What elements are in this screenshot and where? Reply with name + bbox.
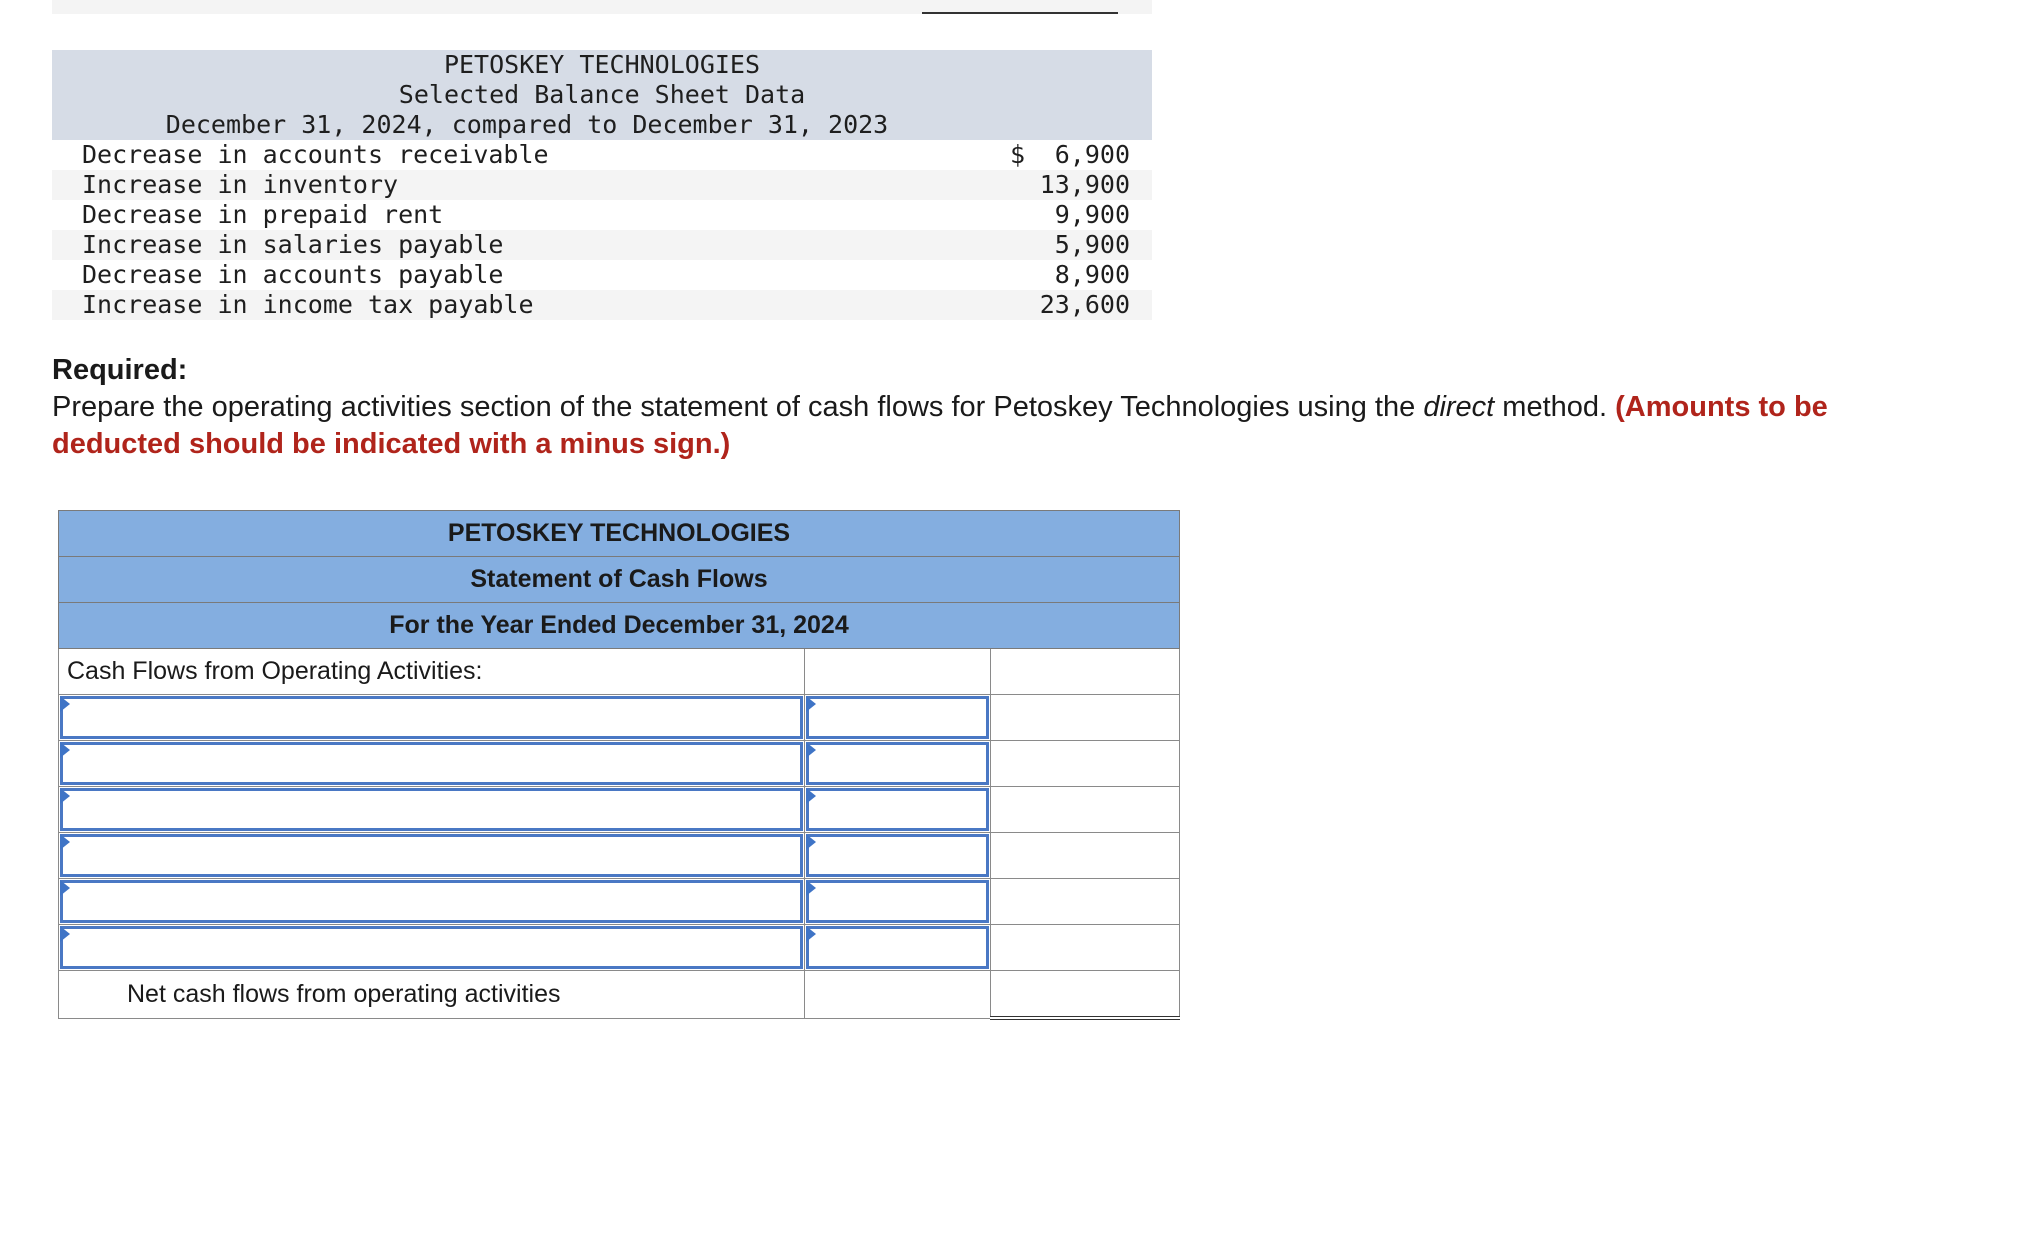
dropdown-marker-icon [806, 742, 816, 758]
top-cutoff-row [52, 0, 1152, 14]
empty-cell [991, 649, 1180, 695]
entry-label-input[interactable] [59, 833, 805, 879]
dropdown-marker-icon [806, 926, 816, 942]
statement-period: For the Year Ended December 31, 2024 [59, 603, 1180, 649]
entry-row [59, 695, 1180, 741]
empty-cell [991, 879, 1180, 925]
given-row-value: 23,600 [1039, 290, 1130, 319]
given-row-value: 13,900 [1039, 170, 1130, 199]
given-row [52, 200, 1152, 230]
required-text-italic: direct [1423, 391, 1495, 423]
section-row [59, 649, 1180, 695]
dropdown-marker-icon [806, 788, 816, 804]
entry-row [59, 833, 1180, 879]
given-subtitle: Selected Balance Sheet Data [398, 80, 806, 109]
entry-amount-input[interactable] [804, 925, 991, 971]
given-row-label: Increase in income tax payable [82, 290, 534, 319]
dropdown-marker-icon [60, 834, 70, 850]
entry-row [59, 787, 1180, 833]
empty-cell [991, 833, 1180, 879]
given-row-label: Increase in salaries payable [82, 230, 504, 259]
empty-cell [991, 925, 1180, 971]
dropdown-marker-icon [806, 696, 816, 712]
dropdown-marker-icon [60, 880, 70, 896]
entry-row [59, 741, 1180, 787]
statement-title: Statement of Cash Flows [59, 557, 1180, 603]
given-row-value: 8,900 [1054, 260, 1130, 289]
net-cash-label: Net cash flows from operating activities [59, 971, 805, 1019]
dropdown-marker-icon [60, 696, 70, 712]
given-row [52, 140, 1152, 170]
given-row-label: Decrease in accounts receivable [82, 140, 549, 169]
statement-company: PETOSKEY TECHNOLOGIES [59, 511, 1180, 557]
entry-label-input[interactable] [59, 925, 805, 971]
entry-label-input[interactable] [59, 879, 805, 925]
given-header [52, 50, 1152, 140]
required-red-note: (Amounts to be deducted should be indicated with a minus sign.) [52, 391, 1828, 460]
entry-amount-input[interactable] [804, 741, 991, 787]
entry-amount-input[interactable] [804, 787, 991, 833]
required-title: Required: [52, 354, 188, 386]
net-amount-cell[interactable] [804, 971, 991, 1019]
dollar-sign: $ [1010, 140, 1026, 169]
balance-sheet-data [52, 50, 1152, 320]
dropdown-marker-icon [60, 926, 70, 942]
required-text-before: Prepare the operating activities section of the statement of cash flows for Petoskey Technologies using the [52, 391, 1424, 423]
entry-label-input[interactable] [59, 741, 805, 787]
dropdown-marker-icon [60, 742, 70, 758]
given-company: PETOSKEY TECHNOLOGIES [443, 50, 761, 79]
entry-label-input[interactable] [59, 787, 805, 833]
empty-cell [804, 649, 991, 695]
given-row-value: 9,900 [1054, 200, 1130, 229]
required-text-after: method. [1494, 391, 1616, 423]
given-row-label: Increase in inventory [82, 170, 399, 199]
given-row-label: Decrease in prepaid rent [82, 200, 444, 229]
entry-amount-input[interactable] [804, 833, 991, 879]
entry-amount-input[interactable] [804, 695, 991, 741]
entry-amount-input[interactable] [804, 879, 991, 925]
given-row-value: 5,900 [1054, 230, 1130, 259]
empty-cell [991, 741, 1180, 787]
cash-flow-statement-table [58, 510, 1180, 1020]
section-label: Cash Flows from Operating Activities: [59, 649, 805, 695]
empty-cell [991, 787, 1180, 833]
entry-row [59, 879, 1180, 925]
net-row [59, 971, 1180, 1019]
empty-cell [991, 695, 1180, 741]
given-row [52, 230, 1152, 260]
entry-label-input[interactable] [59, 695, 805, 741]
required-instructions [52, 352, 1952, 463]
net-total-cell[interactable] [991, 971, 1180, 1019]
given-row [52, 290, 1152, 320]
given-row [52, 260, 1152, 290]
given-row-value: 6,900 [1054, 140, 1130, 169]
given-row [52, 170, 1152, 200]
given-row-label: Decrease in accounts payable [82, 260, 504, 289]
given-period: December 31, 2024, compared to December 31, 2023 [165, 110, 889, 139]
entry-row [59, 925, 1180, 971]
dropdown-marker-icon [806, 834, 816, 850]
dropdown-marker-icon [806, 880, 816, 896]
underline-rule [922, 12, 1118, 14]
dropdown-marker-icon [60, 788, 70, 804]
